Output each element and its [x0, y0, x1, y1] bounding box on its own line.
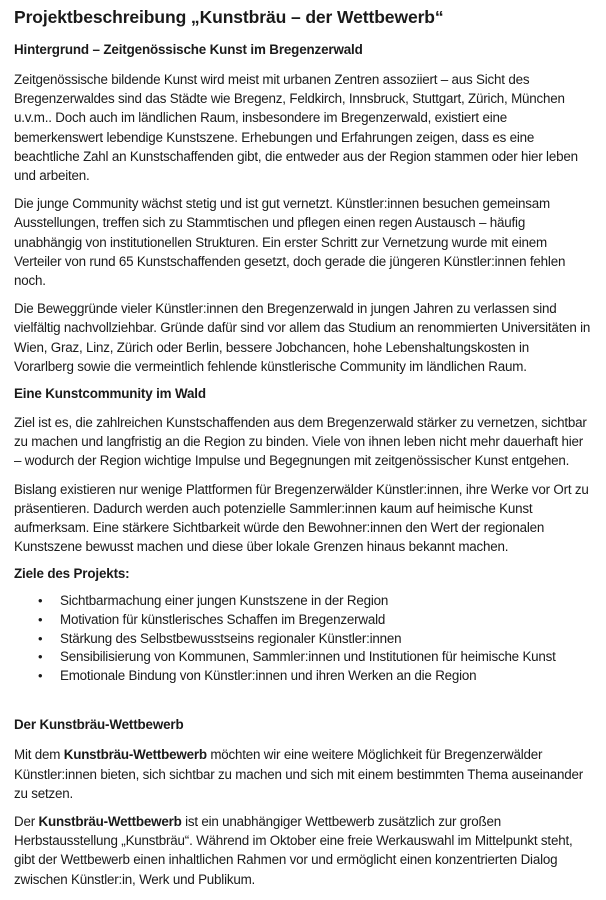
heading-community: Eine Kunstcommunity im Wald [14, 386, 206, 402]
text-run: ist ein unabhängiger Wettbewerb zusätzlich zur großen Herbstausstellung „Kunstbräu“. Während im Oktober eine freie Werkauswahl im Mittelpunkt steht, gibt der Wettbewerb einen inhaltlichen Rahmen vor und ermöglicht einen konzentrierten Dialog zwischen Künstler:in, Werk und Publikum. [14, 814, 573, 887]
paragraph-background-3: Die Beweggründe vieler Künstler:innen den Bregenzerwald in jungen Jahren zu verlassen sind vielfältig nachvollziehbar. Gründe dafür sind vor allem das Studium an renommierten Universitäten in Wien, Graz, Linz, Zürich oder Berlin, bessere Jobchancen, hohe Lebenshaltungskosten in Vorarlberg sowie die vermeintlich fehlende künstlerische Community im ländlichen Raum. [14, 301, 591, 374]
heading-background: Hintergrund – Zeitgenössische Kunst im Bregenzerwald [14, 42, 363, 57]
text-run: möchten wir eine weitere Möglichkeit für Bregenzerwälder Künstler:innen bieten, sich sichtbar zu machen und sich mit einem bestimmten Thema auseinander zu setzen. [14, 747, 583, 801]
heading-competition: Der Kunstbräu-Wettbewerb [14, 717, 184, 733]
goals-list-item-text: Motivation für künstlerisches Schaffen im Bregenzerwald [60, 612, 386, 628]
bullet-icon: • [38, 593, 43, 609]
goals-list-item [14, 667, 592, 686]
text-run: Der [14, 814, 39, 830]
paragraph-background-1: Zeitgenössische bildende Kunst wird meist mit urbanen Zentren assoziiert – aus Sicht des Bregenzerwaldes sind das Städte wie Bregenz, Feldkirch, Innsbruck, Stuttgart, Zürich, München u.v.m.. Doch auch im ländlichen Raum, insbesondere im Bregenzerwald, existiert eine bemerkenswert lebendige Kunstszene. Erhebungen und Erfahrungen zeigen, dass es eine beachtliche Zahl an Kunstschaffenden gibt, die entweder aus der Region stammen oder hier leben und arbeiten. [14, 72, 578, 184]
paragraph-competition-1 [14, 745, 592, 803]
paragraph-community-1: Ziel ist es, die zahlreichen Kunstschaffenden aus dem Bregenzerwald stärker zu vernetzen, sichtbar zu machen und langfristig an die Region zu binden. Viele von ihnen leben nicht mehr dauerhaft hier – wodurch der Region wichtige Impulse und Begegnungen mit zeitgenössischer Kunst entgehen. [14, 415, 587, 469]
goals-list-item [14, 630, 592, 649]
goals-list-item-text: Emotionale Bindung von Künstler:innen und ihren Werken an die Region [60, 667, 477, 683]
goals-list-item-text: Sichtbarmachung einer jungen Kunstszene in der Region [60, 593, 389, 609]
goals-list-item-text: Stärkung des Selbstbewusstseins regionaler Künstler:innen [60, 630, 402, 646]
bullet-icon: • [38, 649, 43, 665]
paragraph-competition-2 [14, 812, 592, 889]
goals-list-item [14, 611, 592, 630]
paragraph-background-2: Die junge Community wächst stetig und ist gut vernetzt. Künstler:innen besuchen gemeinsam Ausstellungen, treffen sich zu Stammtischen und pflegen einen regen Austausch – häufig unabhängig von institutionellen Strukturen. Ein erster Schritt zur Vernetzung wurde mit einem Verteiler von rund 65 Kunstschaffenden gesetzt, doch gerade die jüngeren Künstler:innen fehlen noch. [14, 196, 566, 289]
bullet-icon: • [38, 612, 43, 628]
goals-list [14, 592, 592, 685]
goals-list-item [14, 592, 592, 611]
goals-list-item-text: Sensibilisierung von Kommunen, Sammler:innen und Institutionen für heimische Kunst [60, 649, 556, 665]
bullet-icon: • [38, 630, 43, 646]
text-run: Mit dem [14, 747, 64, 763]
bold-term: Kunstbräu-Wettbewerb [38, 814, 182, 830]
bullet-icon: • [38, 667, 43, 683]
bold-term: Kunstbräu-Wettbewerb [63, 747, 207, 763]
heading-goals: Ziele des Projekts: [14, 566, 130, 582]
goals-list-item [14, 648, 592, 667]
paragraph-community-2: Bislang existieren nur wenige Plattformen für Bregenzerwälder Künstler:innen, ihre Werke vor Ort zu präsentieren. Dadurch werden auch potenzielle Sammler:innen kaum auf heimische Kunst aufmerksam. Eine stärkere Sichtbarkeit würde den Bewohner:innen den Wert der regionalen Kunstszene bewusst machen und diese über lokale Grenzen hinaus bekannt machen. [14, 481, 589, 555]
document-title: Projektbeschreibung „Kunstbräu – der Wettbewerb“ [14, 7, 444, 27]
